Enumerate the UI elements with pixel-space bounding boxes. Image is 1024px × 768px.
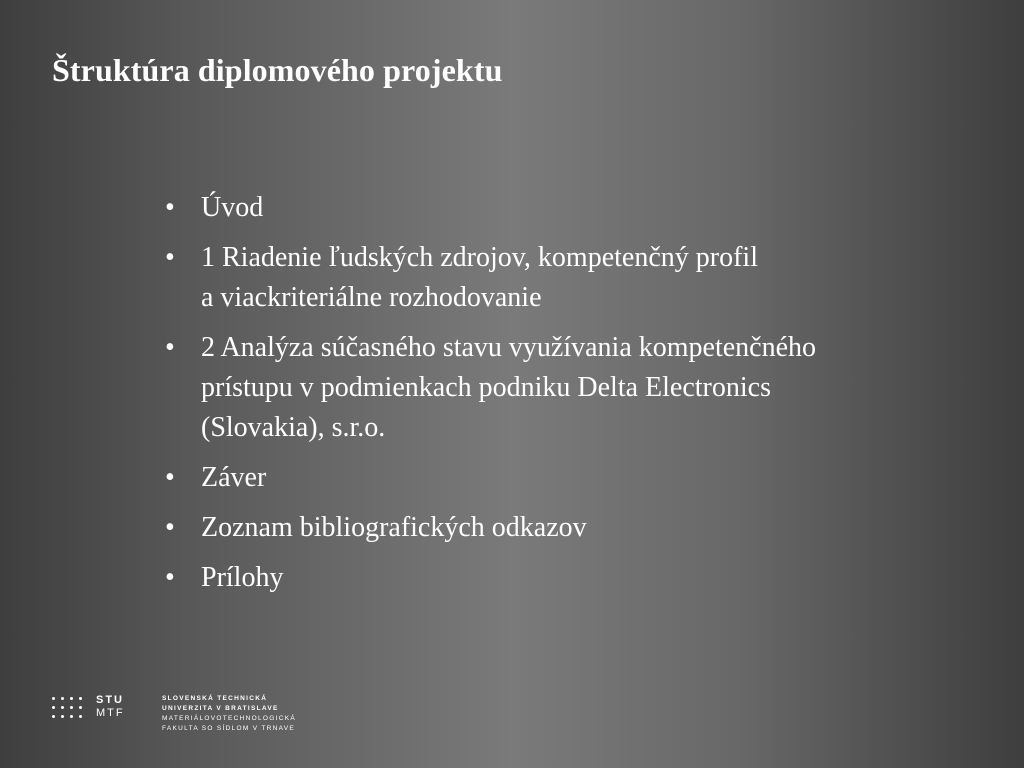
bullet-text: • Úvod — [201, 192, 264, 223]
bullet-text: • Záver — [201, 462, 267, 493]
slide-title: Štruktúra diplomového projektu — [52, 52, 503, 88]
bullet-item-intro — [160, 188, 980, 228]
bullet-item-appendices — [160, 558, 980, 598]
bullet-text: • Prílohy — [201, 562, 284, 593]
bullet-item-bibliography — [160, 508, 980, 548]
university-line-1: SLOVENSKÁ TECHNICKÁ — [162, 695, 268, 702]
bullet-item-conclusion — [160, 458, 980, 498]
logo-primary: STU — [96, 694, 124, 706]
faculty-line-2: FAKULTA SO SÍDLOM V TRNAVE — [162, 725, 296, 732]
bullet-text: • 2 Analýza súčasného stavu využívania kompetenčného — [201, 332, 817, 363]
bullet-item-chapter-2 — [160, 328, 980, 448]
faculty-line-1: MATERIÁLOVOTECHNOLOGICKÁ — [162, 715, 297, 722]
bullet-list — [160, 188, 980, 608]
bullet-text-continuation: a viackriteriálne rozhodovanie — [201, 282, 542, 313]
stu-dots-logo-icon — [52, 697, 88, 719]
bullet-text: • Zoznam bibliografických odkazov — [201, 512, 587, 543]
bullet-item-chapter-1 — [160, 238, 980, 318]
bullet-text-continuation: (Slovakia), s.r.o. — [201, 412, 386, 443]
bullet-text-continuation: prístupu v podmienkach podniku Delta Electronics — [201, 372, 771, 403]
stu-logo-text — [96, 694, 125, 720]
university-line-2: UNIVERZITA V BRATISLAVE — [162, 705, 279, 712]
university-name — [162, 694, 296, 734]
logo-secondary: MTF — [96, 707, 125, 719]
bullet-text: • 1 Riadenie ľudských zdrojov, kompetenčný profil — [201, 242, 758, 273]
